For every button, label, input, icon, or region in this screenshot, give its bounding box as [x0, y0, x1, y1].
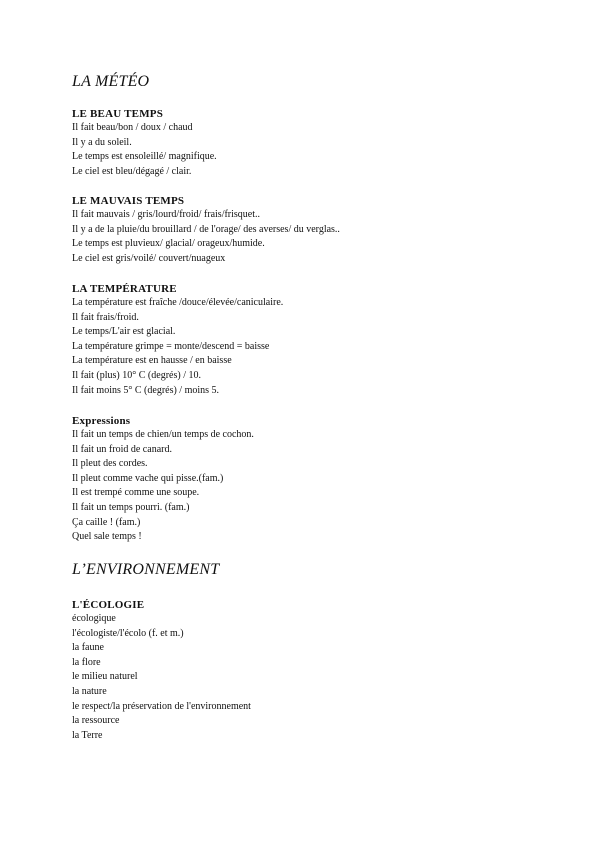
text-line: Il fait un temps de chien/un temps de cochon.: [72, 429, 254, 440]
text-line: Il fait (plus) 10° C (degrés) / 10.: [72, 369, 201, 381]
subsection-expressions: [72, 414, 572, 545]
text-line: Il fait mauvais / gris/lourd/froid/ frais/frisquet..: [72, 209, 261, 220]
text-line: écologique: [72, 613, 116, 624]
subsection-heading: L'ÉCOLOGIE: [72, 599, 145, 611]
text-line: la flore: [72, 656, 101, 668]
text-line: le respect/la préservation de l'environnement: [72, 700, 251, 712]
text-line: Le temps est pluvieux/ glacial/ orageux/humide.: [72, 238, 265, 250]
section-title-meteo: LA MÉTÉO: [72, 73, 150, 90]
text-line: Ça caille ! (fam.): [72, 516, 141, 528]
text-line: Il fait moins 5° C (degrés) / moins 5.: [72, 384, 220, 396]
subsection-heading: Expressions: [72, 415, 131, 427]
text-line: la Terre: [72, 729, 103, 741]
text-line: Il fait un froid de canard.: [72, 443, 172, 455]
text-line: Le ciel est gris/voilé/ couvert/nuageux: [72, 252, 226, 264]
text-line: La température grimpe = monte/descend = baisse: [72, 340, 270, 352]
subsection-mauvais-temps: [72, 194, 572, 266]
text-line: Il y a du soleil.: [72, 136, 132, 148]
text-line: Quel sale temps !: [72, 531, 142, 543]
subsection-beau-temps: [72, 107, 572, 179]
text-line: La température est fraîche /douce/élevée/caniculaire.: [72, 297, 284, 308]
text-line: le milieu naturel: [72, 671, 138, 683]
text-line: Il pleut des cordes.: [72, 458, 148, 470]
text-line: Il est trempé comme une soupe.: [72, 487, 200, 499]
text-line: Il y a de la pluie/du brouillard / de l'orage/ des averses/ du verglas..: [72, 223, 340, 235]
text-line: la nature: [72, 685, 107, 697]
subsection-heading: LE BEAU TEMPS: [72, 108, 164, 120]
text-line: Le ciel est bleu/dégagé / clair.: [72, 165, 192, 177]
text-line: Le temps est ensoleillé/ magnifique.: [72, 151, 217, 163]
subsection-ecologie: [72, 598, 572, 743]
text-line: Il fait un temps pourri. (fam.): [72, 501, 190, 513]
subsection-heading: LA TEMPÉRATURE: [72, 283, 177, 295]
text-line: Il fait frais/froid.: [72, 311, 139, 323]
subsection-temperature: [72, 282, 572, 398]
text-line: la ressource: [72, 715, 120, 727]
text-line: Le temps/L'air est glacial.: [72, 326, 176, 338]
text-line: Il fait beau/bon / doux / chaud: [72, 122, 193, 133]
text-line: Il pleut comme vache qui pisse.(fam.): [72, 472, 224, 484]
text-line: la faune: [72, 642, 104, 654]
section-title-environnement: L’ENVIRONNEMENT: [72, 561, 220, 578]
text-line: l'écologiste/l'écolo (f. et m.): [72, 627, 184, 639]
subsection-heading: LE MAUVAIS TEMPS: [72, 195, 185, 207]
text-line: La température est en hausse / en baisse: [72, 355, 232, 367]
